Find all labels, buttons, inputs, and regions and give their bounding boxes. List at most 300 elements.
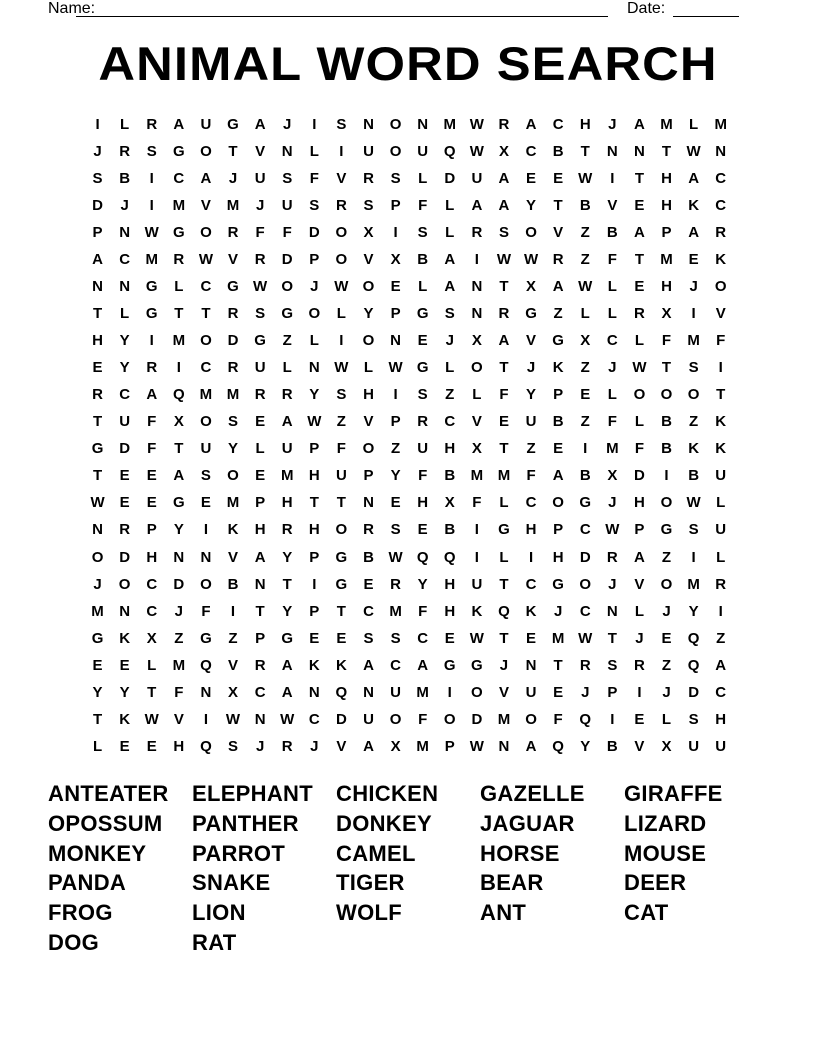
grid-letter: H <box>173 737 185 755</box>
grid-letter: A <box>363 737 374 755</box>
grid-letter: N <box>390 332 401 350</box>
grid-letter: N <box>173 548 185 566</box>
grid-letter: Y <box>390 467 401 485</box>
grid-row <box>84 491 734 518</box>
grid-letter: M <box>687 332 700 350</box>
grid-letter: N <box>471 278 483 296</box>
grid-letter: M <box>280 467 294 485</box>
grid-letter: L <box>174 278 184 296</box>
grid-letter: H <box>417 494 429 512</box>
grid-letter: O <box>660 494 673 512</box>
grid-letter: K <box>335 656 347 674</box>
grid-letter: E <box>688 251 699 269</box>
grid-letter: F <box>716 332 726 350</box>
grid-letter: W <box>469 737 484 755</box>
grid-letter: S <box>688 710 699 728</box>
grid-letter: E <box>119 467 130 485</box>
grid-letter: D <box>444 170 456 188</box>
grid-letter: S <box>390 521 401 539</box>
grid-letter: D <box>92 197 103 215</box>
word-list-item: MOUSE <box>624 840 707 866</box>
grid-letter: L <box>499 548 509 566</box>
grid-letter: G <box>498 521 510 539</box>
grid-letter: B <box>363 548 374 566</box>
grid-letter: N <box>308 359 320 377</box>
grid-letter: K <box>471 602 483 620</box>
grid-letter: I <box>474 521 479 539</box>
grid-row <box>84 708 734 735</box>
grid-letter: L <box>147 656 157 674</box>
grid-letter: A <box>498 197 510 215</box>
grid-letter: U <box>281 197 293 215</box>
grid-letter: M <box>172 332 186 350</box>
grid-letter: H <box>254 521 266 539</box>
grid-letter: E <box>390 278 401 296</box>
grid-letter: G <box>172 143 185 161</box>
grid-letter: R <box>390 575 401 593</box>
date-label: Date: <box>627 0 666 17</box>
grid-letter: C <box>308 710 320 728</box>
grid-letter: Q <box>416 548 429 566</box>
grid-row <box>84 329 734 356</box>
grid-letter: P <box>309 440 320 458</box>
grid-row <box>84 383 734 410</box>
grid-letter: D <box>119 548 131 566</box>
grid-letter: F <box>661 332 672 350</box>
grid-letter: W <box>469 143 484 161</box>
grid-letter: N <box>254 710 266 728</box>
grid-row <box>84 654 734 681</box>
grid-letter: J <box>689 278 698 296</box>
grid-letter: L <box>445 224 455 242</box>
grid-letter: M <box>660 116 673 133</box>
grid-letter: H <box>661 278 672 296</box>
grid-letter: A <box>471 197 483 215</box>
grid-letter: G <box>525 305 537 323</box>
grid-letter: T <box>716 386 726 404</box>
grid-letter: M <box>714 116 727 133</box>
grid-letter: U <box>254 170 266 188</box>
grid-letter: C <box>525 143 537 161</box>
grid-letter: L <box>282 359 292 377</box>
grid-letter: S <box>607 656 618 674</box>
grid-letter: U <box>471 575 483 593</box>
grid-letter: P <box>309 548 320 566</box>
grid-letter: F <box>607 413 617 431</box>
grid-letter: X <box>471 332 482 350</box>
grid-letter: T <box>174 305 184 323</box>
grid-letter: K <box>552 359 564 377</box>
grid-letter: G <box>91 440 104 458</box>
grid-row <box>84 627 734 654</box>
grid-letter: T <box>336 602 346 620</box>
grid-letter: B <box>119 170 131 188</box>
grid-letter: I <box>339 143 344 161</box>
grid-letter: A <box>281 683 293 701</box>
grid-letter: E <box>390 494 401 512</box>
grid-letter: F <box>174 683 184 701</box>
grid-letter: I <box>230 602 236 620</box>
grid-letter: A <box>363 656 374 674</box>
grid-letter: G <box>145 278 158 296</box>
grid-letter: F <box>336 440 346 458</box>
grid-row <box>84 410 734 437</box>
grid-letter: E <box>119 737 130 755</box>
grid-letter: P <box>390 197 401 215</box>
grid-letter: Y <box>228 440 239 458</box>
grid-letter: V <box>336 170 347 188</box>
grid-letter: G <box>281 305 294 323</box>
grid-letter: S <box>146 143 157 161</box>
grid-letter: A <box>525 737 537 755</box>
grid-letter: N <box>92 521 103 539</box>
grid-letter: M <box>226 494 240 512</box>
grid-letter: D <box>471 710 483 728</box>
grid-letter: M <box>416 683 429 701</box>
grid-letter: E <box>634 710 645 728</box>
grid-letter: Y <box>119 359 130 377</box>
grid-letter: H <box>92 332 103 350</box>
grid-letter: A <box>498 332 510 350</box>
grid-letter: H <box>525 521 537 539</box>
grid-letter: Q <box>200 656 212 674</box>
grid-letter: J <box>608 575 617 593</box>
grid-letter: U <box>363 143 374 161</box>
grid-letter: H <box>363 386 374 404</box>
grid-letter: C <box>444 413 456 431</box>
grid-letter: E <box>255 467 266 485</box>
grid-letter: T <box>553 656 563 674</box>
grid-letter: K <box>715 440 727 458</box>
grid-letter: G <box>552 575 564 593</box>
grid-letter: E <box>417 521 428 539</box>
grid-letter: W <box>334 278 349 296</box>
grid-letter: C <box>200 359 212 377</box>
grid-letter: P <box>309 251 320 269</box>
grid-letter: I <box>312 575 317 593</box>
grid-letter: E <box>119 656 130 674</box>
grid-letter: U <box>715 467 727 485</box>
grid-letter: M <box>172 656 186 674</box>
grid-letter: N <box>498 737 510 755</box>
grid-letter: E <box>146 494 157 512</box>
grid-letter: A <box>634 116 645 133</box>
grid-letter: P <box>309 602 320 620</box>
grid-letter: D <box>308 224 320 242</box>
grid-letter: Y <box>282 548 293 566</box>
grid-letter: Y <box>580 737 591 755</box>
grid-letter: O <box>362 440 375 458</box>
grid-letter: R <box>146 116 158 133</box>
grid-letter: R <box>498 305 510 323</box>
grid-letter: O <box>579 575 592 593</box>
grid-letter: E <box>255 413 266 431</box>
grid-letter: T <box>580 143 590 161</box>
grid-letter: U <box>417 143 429 161</box>
grid-letter: S <box>200 467 211 485</box>
grid-letter: Y <box>417 575 428 593</box>
grid-letter: U <box>525 683 537 701</box>
word-list-item: LION <box>192 900 246 926</box>
grid-letter: E <box>526 170 537 188</box>
grid-letter: O <box>525 224 537 242</box>
grid-letter: O <box>308 305 321 323</box>
grid-letter: X <box>526 278 537 296</box>
grid-letter: L <box>607 278 617 296</box>
grid-letter: C <box>200 278 212 296</box>
grid-letter: F <box>418 710 428 728</box>
grid-letter: L <box>689 116 699 133</box>
grid-letter: E <box>498 413 509 431</box>
grid-letter: G <box>172 494 185 512</box>
grid-letter: L <box>336 305 346 323</box>
grid-letter: Z <box>689 413 699 431</box>
grid-letter: T <box>499 629 509 647</box>
grid-letter: P <box>553 386 564 404</box>
grid-letter: Q <box>498 602 510 620</box>
grid-letter: O <box>389 710 402 728</box>
grid-letter: Q <box>172 386 185 404</box>
grid-letter: A <box>525 116 537 133</box>
grid-letter: F <box>418 197 428 215</box>
grid-letter: J <box>635 629 644 647</box>
grid-letter: G <box>579 494 592 512</box>
word-list-item: ANTEATER <box>48 781 169 806</box>
grid-letter: R <box>173 251 185 269</box>
grid-letter: S <box>498 224 509 242</box>
grid-letter: J <box>120 197 129 215</box>
grid-letter: C <box>715 683 727 701</box>
word-list-item: PARROT <box>192 840 286 866</box>
grid-letter: E <box>526 629 537 647</box>
grid-letter: R <box>254 386 266 404</box>
grid-letter: L <box>716 494 726 512</box>
grid-letter: O <box>200 224 212 242</box>
grid-letter: X <box>173 413 184 431</box>
grid-row <box>84 248 734 275</box>
grid-letter: V <box>498 683 509 701</box>
grid-letter: W <box>523 251 539 269</box>
grid-letter: Q <box>200 737 212 755</box>
grid-letter: N <box>363 494 374 512</box>
grid-letter: A <box>444 278 456 296</box>
word-list-item: FROG <box>48 900 113 926</box>
word-list-item: DONKEY <box>336 810 432 836</box>
grid-letter: S <box>363 197 374 215</box>
word-list-item: GIRAFFE <box>624 781 723 806</box>
grid-letter: R <box>254 251 266 269</box>
grid-letter: R <box>281 521 293 539</box>
grid-letter: T <box>336 494 346 512</box>
grid-letter: A <box>173 116 185 133</box>
grid-letter: Z <box>580 224 590 242</box>
grid-letter: T <box>499 440 509 458</box>
grid-letter: P <box>146 521 157 539</box>
grid-letter: I <box>610 710 615 728</box>
grid-letter: F <box>526 467 536 485</box>
grid-letter: N <box>119 602 131 620</box>
grid-letter: E <box>417 332 428 350</box>
grid-letter: R <box>227 359 239 377</box>
grid-letter: T <box>553 197 563 215</box>
grid-letter: R <box>281 386 293 404</box>
name-field[interactable] <box>76 0 608 17</box>
grid-letter: V <box>526 332 537 350</box>
grid-letter: N <box>119 224 131 242</box>
grid-letter: J <box>608 116 617 133</box>
grid-letter: C <box>119 251 131 269</box>
grid-letter: W <box>198 251 213 269</box>
grid-letter: O <box>660 386 673 404</box>
grid-letter: E <box>634 278 645 296</box>
grid-letter: E <box>363 575 374 593</box>
grid-letter: J <box>255 737 265 755</box>
date-field[interactable] <box>673 0 739 17</box>
grid-letter: I <box>339 332 344 350</box>
grid-letter: W <box>280 710 295 728</box>
grid-letter: Z <box>580 413 590 431</box>
grid-letter: F <box>282 224 292 242</box>
grid-letter: L <box>120 305 130 323</box>
grid-letter: Y <box>309 386 320 404</box>
grid-letter: Y <box>363 305 374 323</box>
grid-letter: H <box>308 467 320 485</box>
name-label: Name: <box>48 0 96 17</box>
grid-letter: I <box>149 170 154 188</box>
grid-letter: Y <box>119 683 130 701</box>
grid-letter: V <box>228 251 239 269</box>
grid-letter: A <box>715 656 727 674</box>
word-list-item: CAT <box>624 900 669 926</box>
grid-letter: N <box>715 143 727 161</box>
grid-letter: G <box>471 656 483 674</box>
grid-letter: O <box>660 575 673 593</box>
grid-letter: N <box>471 305 483 323</box>
grid-letter: I <box>149 332 154 350</box>
grid-letter: G <box>335 548 348 566</box>
grid-letter: C <box>119 386 131 404</box>
grid-letter: C <box>579 602 591 620</box>
grid-letter: R <box>363 170 374 188</box>
grid-letter: I <box>718 359 723 377</box>
grid-letter: O <box>389 116 402 133</box>
grid-letter: H <box>444 440 456 458</box>
grid-letter: A <box>552 278 564 296</box>
grid-letter: O <box>335 224 348 242</box>
grid-letter: U <box>200 116 212 133</box>
grid-letter: M <box>660 251 673 269</box>
grid-letter: G <box>145 305 158 323</box>
grid-letter: R <box>92 386 103 404</box>
grid-letter: X <box>444 494 455 512</box>
grid-letter: T <box>661 359 672 377</box>
grid-letter: N <box>363 116 374 133</box>
grid-letter: I <box>583 440 588 458</box>
grid-letter: V <box>363 413 374 431</box>
grid-letter: V <box>228 548 239 566</box>
grid-letter: S <box>688 521 699 539</box>
grid-letter: R <box>471 224 483 242</box>
grid-letter: Z <box>336 413 346 431</box>
grid-letter: D <box>173 575 185 593</box>
grid-letter: Z <box>553 305 563 323</box>
grid-row <box>84 140 734 167</box>
word-list-item: ELEPHANT <box>192 781 313 806</box>
grid-letter: G <box>443 656 456 674</box>
grid-letter: J <box>174 602 183 620</box>
grid-letter: T <box>92 710 103 728</box>
grid-letter: O <box>118 575 131 593</box>
grid-letter: R <box>146 359 158 377</box>
grid-letter: V <box>607 197 618 215</box>
grid-letter: T <box>92 305 103 323</box>
grid-row <box>84 681 734 708</box>
word-list-item: DEER <box>624 870 687 896</box>
grid-letter: R <box>227 224 239 242</box>
grid-letter: V <box>200 197 211 215</box>
grid-letter: S <box>390 170 401 188</box>
grid-letter: J <box>255 197 265 215</box>
grid-letter: X <box>580 332 591 350</box>
grid-letter: U <box>254 359 266 377</box>
grid-letter: P <box>444 737 455 755</box>
grid-letter: L <box>309 143 319 161</box>
grid-letter: J <box>93 575 102 593</box>
grid-letter: S <box>309 197 320 215</box>
grid-letter: Z <box>580 251 590 269</box>
grid-letter: U <box>525 413 537 431</box>
grid-row <box>84 194 734 221</box>
grid-letter: A <box>634 548 645 566</box>
grid-letter: T <box>661 143 672 161</box>
grid-letter: H <box>634 494 645 512</box>
grid-letter: K <box>227 521 239 539</box>
grid-letter: M <box>172 197 186 215</box>
grid-letter: Q <box>579 710 592 728</box>
grid-letter: I <box>447 683 452 701</box>
grid-letter: F <box>607 251 617 269</box>
grid-letter: J <box>93 143 102 161</box>
word-list-item: BEAR <box>480 870 544 896</box>
grid-letter: P <box>390 305 401 323</box>
grid-letter: M <box>687 575 700 593</box>
grid-letter: L <box>580 305 590 323</box>
grid-letter: V <box>255 143 266 161</box>
word-list-item: MONKEY <box>48 840 147 866</box>
letter-grid <box>84 113 734 762</box>
grid-letter: L <box>634 413 644 431</box>
grid-letter: S <box>688 359 699 377</box>
grid-letter: K <box>525 602 537 620</box>
grid-letter: W <box>144 710 159 728</box>
grid-letter: C <box>579 521 591 539</box>
grid-letter: F <box>201 602 211 620</box>
grid-row <box>84 356 734 383</box>
grid-letter: V <box>634 737 645 755</box>
grid-letter: O <box>633 386 646 404</box>
grid-letter: G <box>254 332 266 350</box>
grid-letter: B <box>227 575 239 593</box>
grid-letter: W <box>253 278 268 296</box>
grid-letter: U <box>281 440 293 458</box>
grid-letter: W <box>90 494 105 512</box>
grid-letter: L <box>634 332 644 350</box>
grid-letter: C <box>173 170 185 188</box>
grid-letter: W <box>225 710 241 728</box>
grid-letter: R <box>254 656 266 674</box>
grid-letter: L <box>607 386 617 404</box>
grid-letter: B <box>606 224 618 242</box>
